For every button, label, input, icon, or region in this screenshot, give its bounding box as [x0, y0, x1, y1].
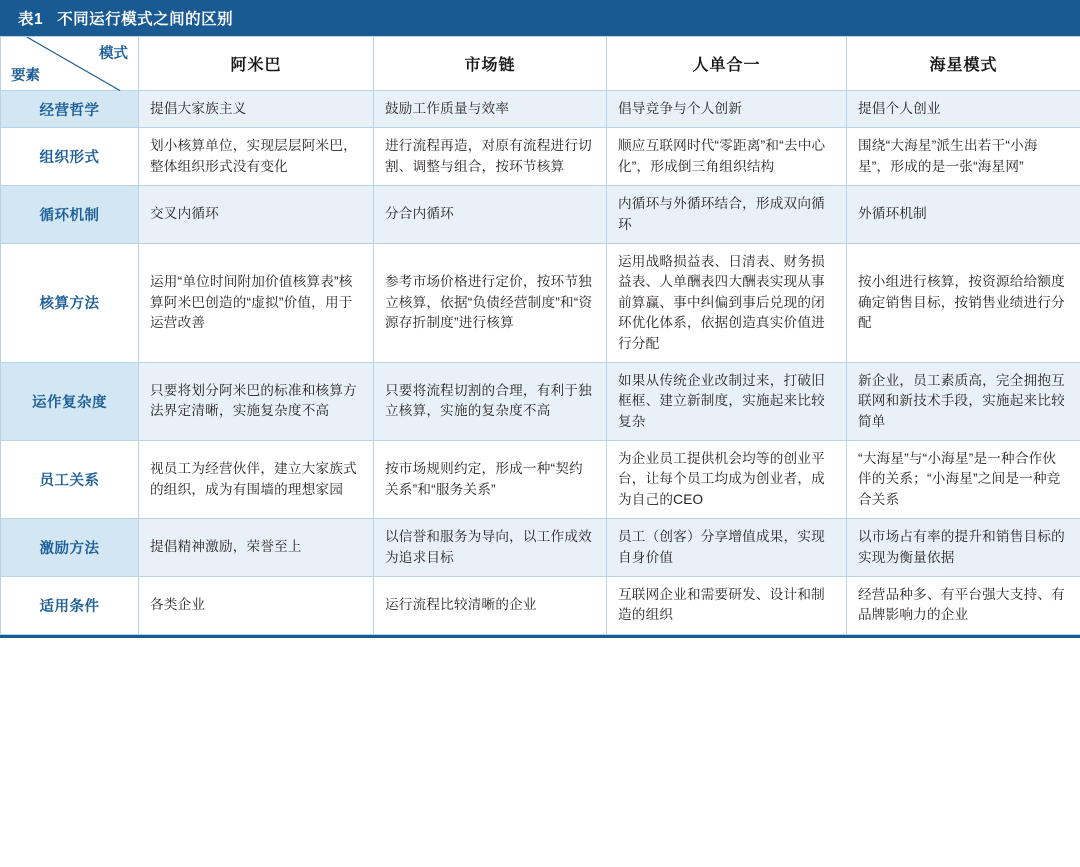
- table-title-bar: [0, 0, 1080, 36]
- table-title-text: 不同运行模式之间的区别: [57, 11, 234, 28]
- table-cell: 员工（创客）分享增值成果，实现自身价值: [607, 519, 847, 577]
- table-row: [1, 243, 1080, 362]
- row-label: 经营哲学: [1, 91, 139, 128]
- table-cell: 顺应互联网时代“零距离”和“去中心化”，形成倒三角组织结构: [607, 128, 847, 186]
- table-cell: 为企业员工提供机会均等的创业平台，让每个员工均成为创业者，成为自己的CEO: [607, 441, 847, 519]
- table-cell: 提倡精神激励，荣誉至上: [139, 519, 374, 577]
- header-corner-cell: [1, 37, 139, 91]
- table-row: [1, 186, 1080, 244]
- row-label: 激励方法: [1, 519, 139, 577]
- header-col-4: 海星模式: [847, 37, 1080, 91]
- comparison-table: [0, 36, 1080, 635]
- table-cell: 按市场规则约定，形成一种“契约关系”和“服务关系”: [374, 441, 607, 519]
- table-row: [1, 128, 1080, 186]
- table-cell: 视员工为经营伙伴，建立大家族式的组织，成为有围墙的理想家园: [139, 441, 374, 519]
- table-cell: 以信誉和服务为导向，以工作成效为追求目标: [374, 519, 607, 577]
- table-cell: 外循环机制: [847, 186, 1080, 244]
- header-col-2: 市场链: [374, 37, 607, 91]
- table-cell: 交叉内循环: [139, 186, 374, 244]
- table-cell: 提倡大家族主义: [139, 91, 374, 128]
- table-cell: 新企业，员工素质高，完全拥抱互联网和新技术手段，实施起来比较简单: [847, 362, 1080, 440]
- row-label: 循环机制: [1, 186, 139, 244]
- table-cell: 运用“单位时间附加价值核算表”核算阿米巴创造的“虚拟”价值，用于运营改善: [139, 243, 374, 362]
- table-row: [1, 577, 1080, 635]
- table-header-row: [1, 37, 1080, 91]
- table-cell: 内循环与外循环结合，形成双向循环: [607, 186, 847, 244]
- table-cell: 只要将划分阿米巴的标准和核算方法界定清晰，实施复杂度不高: [139, 362, 374, 440]
- table-row: [1, 362, 1080, 440]
- row-label: 运作复杂度: [1, 362, 139, 440]
- table-cell: 提倡个人创业: [847, 91, 1080, 128]
- table-cell: “大海星”与“小海星”是一种合作伙伴的关系；“小海星”之间是一种竞合关系: [847, 441, 1080, 519]
- table-cell: 分合内循环: [374, 186, 607, 244]
- table-cell: 互联网企业和需要研发、设计和制造的组织: [607, 577, 847, 635]
- table-cell: 进行流程再造，对原有流程进行切割、调整与组合，按环节核算: [374, 128, 607, 186]
- table-cell: 经营品种多、有平台强大支持、有品牌影响力的企业: [847, 577, 1080, 635]
- table-cell: 倡导竞争与个人创新: [607, 91, 847, 128]
- table-row: [1, 519, 1080, 577]
- table-cell: 划小核算单位，实现层层阿米巴，整体组织形式没有变化: [139, 128, 374, 186]
- header-corner-mode-label: 模式: [99, 46, 128, 62]
- row-label: 核算方法: [1, 243, 139, 362]
- table-cell: 以市场占有率的提升和销售目标的实现为衡量依据: [847, 519, 1080, 577]
- table-cell: 参考市场价格进行定价，按环节独立核算，依据“负债经营制度”和“资源存折制度”进行核算: [374, 243, 607, 362]
- table-cell: 运行流程比较清晰的企业: [374, 577, 607, 635]
- header-corner-element-label: 要素: [11, 68, 40, 84]
- table-cell: 各类企业: [139, 577, 374, 635]
- table-cell: 按小组进行核算，按资源给给额度确定销售目标，按销售业绩进行分配: [847, 243, 1080, 362]
- table-cell: 运用战略损益表、日清表、财务损益表、人单酬表四大酬表实现从事前算赢、事中纠偏到事后兑现的闭环优化体系，依据创造真实价值进行分配: [607, 243, 847, 362]
- table-row: [1, 91, 1080, 128]
- table-bottom-rule: [0, 635, 1080, 638]
- table-cell: 只要将流程切割的合理，有利于独立核算，实施的复杂度不高: [374, 362, 607, 440]
- table-cell: 如果从传统企业改制过来，打破旧框框、建立新制度，实施起来比较复杂: [607, 362, 847, 440]
- table-cell: 鼓励工作质量与效率: [374, 91, 607, 128]
- row-label: 员工关系: [1, 441, 139, 519]
- table-cell: 围绕“大海星”派生出若干“小海星”，形成的是一张“海星网”: [847, 128, 1080, 186]
- table-number-label: 表1: [18, 11, 44, 28]
- row-label: 组织形式: [1, 128, 139, 186]
- header-col-1: 阿米巴: [139, 37, 374, 91]
- row-label: 适用条件: [1, 577, 139, 635]
- table-row: [1, 441, 1080, 519]
- header-col-3: 人单合一: [607, 37, 847, 91]
